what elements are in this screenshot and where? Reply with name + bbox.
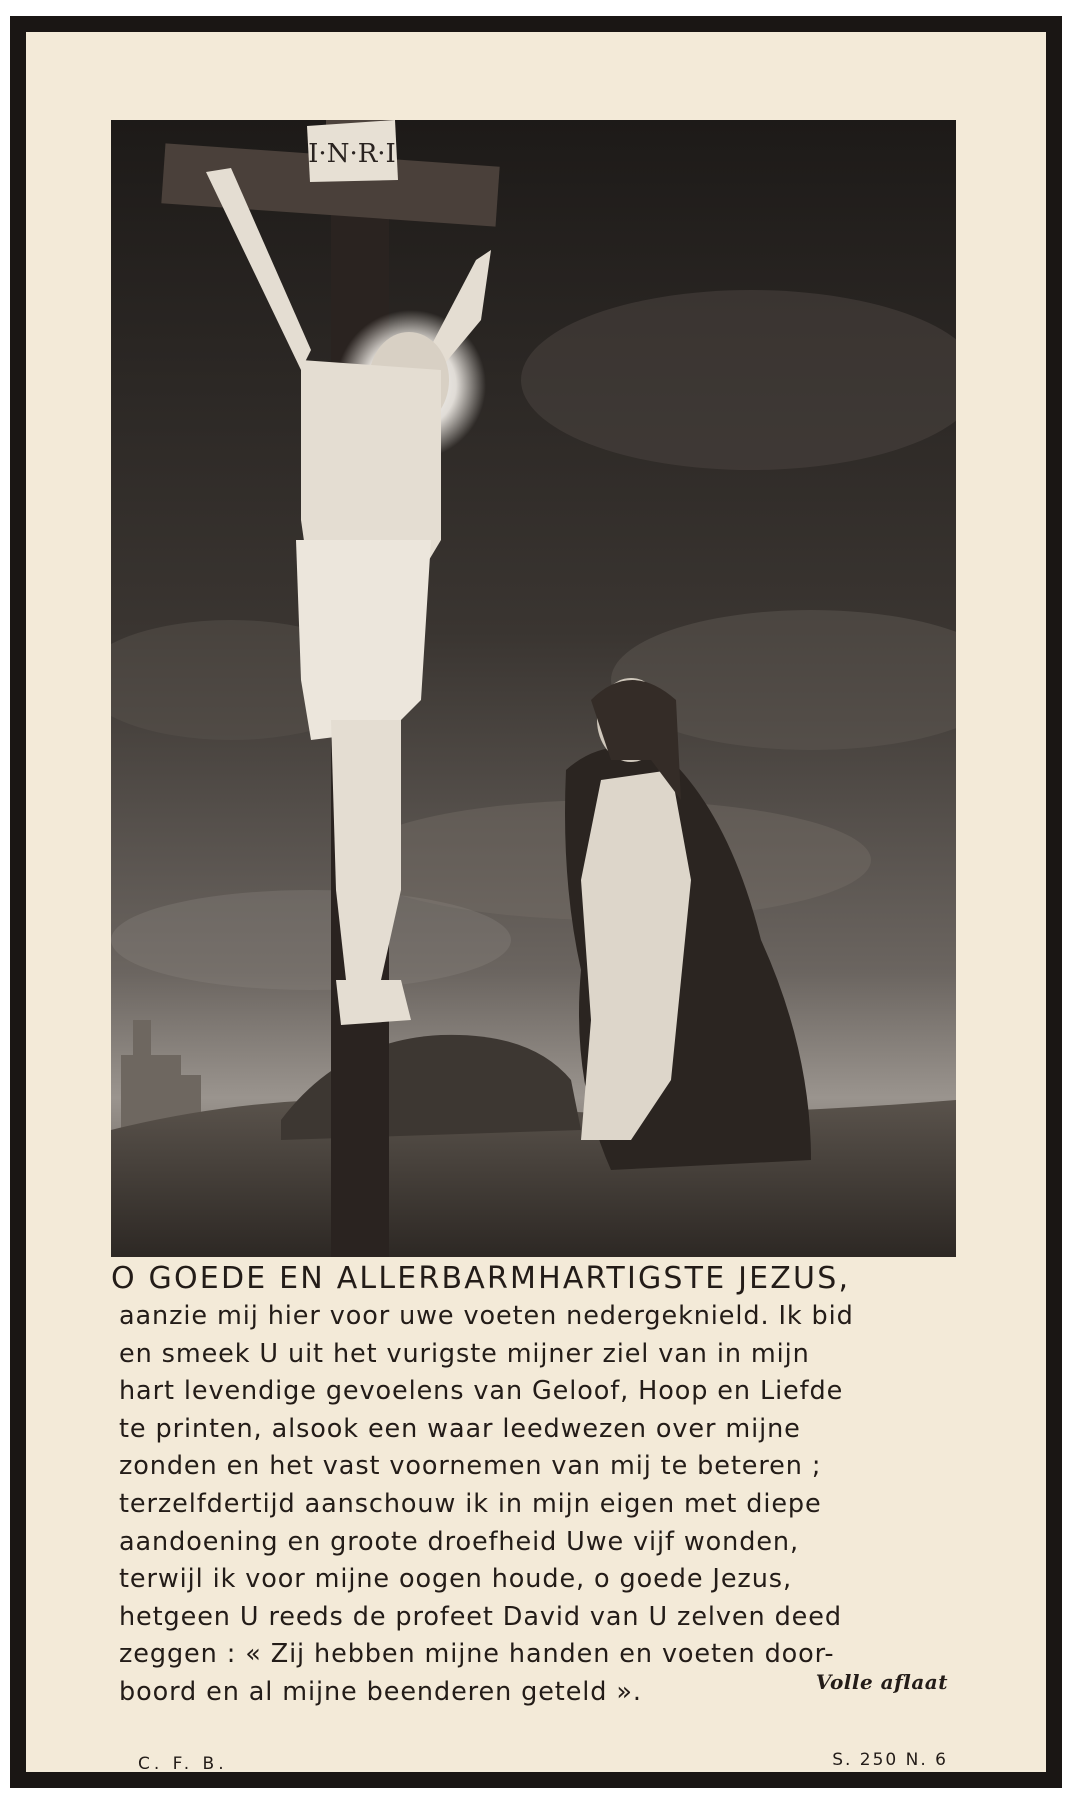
prayer-line: en smeek U uit het vurigste mijner ziel van in mijn <box>119 1338 810 1369</box>
prayer-line: hetgeen U reeds de profeet David van U zelven deed <box>119 1601 842 1632</box>
prayer-line: terzelfdertijd aanschouw ik in mijn eigen met diepe <box>119 1488 822 1519</box>
prayer-line: terwijl ik voor mijne oogen houde, o goede Jezus, <box>119 1564 792 1595</box>
prayer-line: aandoening en groote droefheid Uwe vijf wonden, <box>119 1526 799 1557</box>
prayer-line: zeggen : « Zij hebben mijne handen en voeten door- <box>119 1639 835 1670</box>
indulgence-note: Volle aflaat <box>815 1670 948 1694</box>
series-number: S. 250 N. 6 <box>832 1750 948 1770</box>
prayer-line: aanzie mij hier voor uwe voeten nedergeknield. Ik bid <box>119 1301 854 1331</box>
prayer-line: boord en al mijne beenderen geteld ». <box>119 1676 642 1707</box>
svg-text:I·N·R·I: I·N·R·I <box>308 139 396 169</box>
prayer-text <box>111 1260 961 1712</box>
prayer-line: hart levendige gevoelens van Geloof, Hoop en Liefde <box>119 1376 844 1407</box>
inri-sign <box>307 120 398 182</box>
prayer-heading: O GOEDE EN ALLERBARMHARTIGSTE JEZUS, <box>111 1261 851 1296</box>
crucifixion-illustration <box>111 120 956 1257</box>
prayer-line: te printen, alsook een waar leedwezen over mijne <box>119 1413 801 1444</box>
memorial-card <box>10 16 1062 1788</box>
prayer-line: zonden en het vast voornemen van mij te beteren ; <box>119 1451 822 1482</box>
publisher-mark: C. F. B. <box>138 1754 228 1774</box>
card-paper <box>26 32 1046 1772</box>
